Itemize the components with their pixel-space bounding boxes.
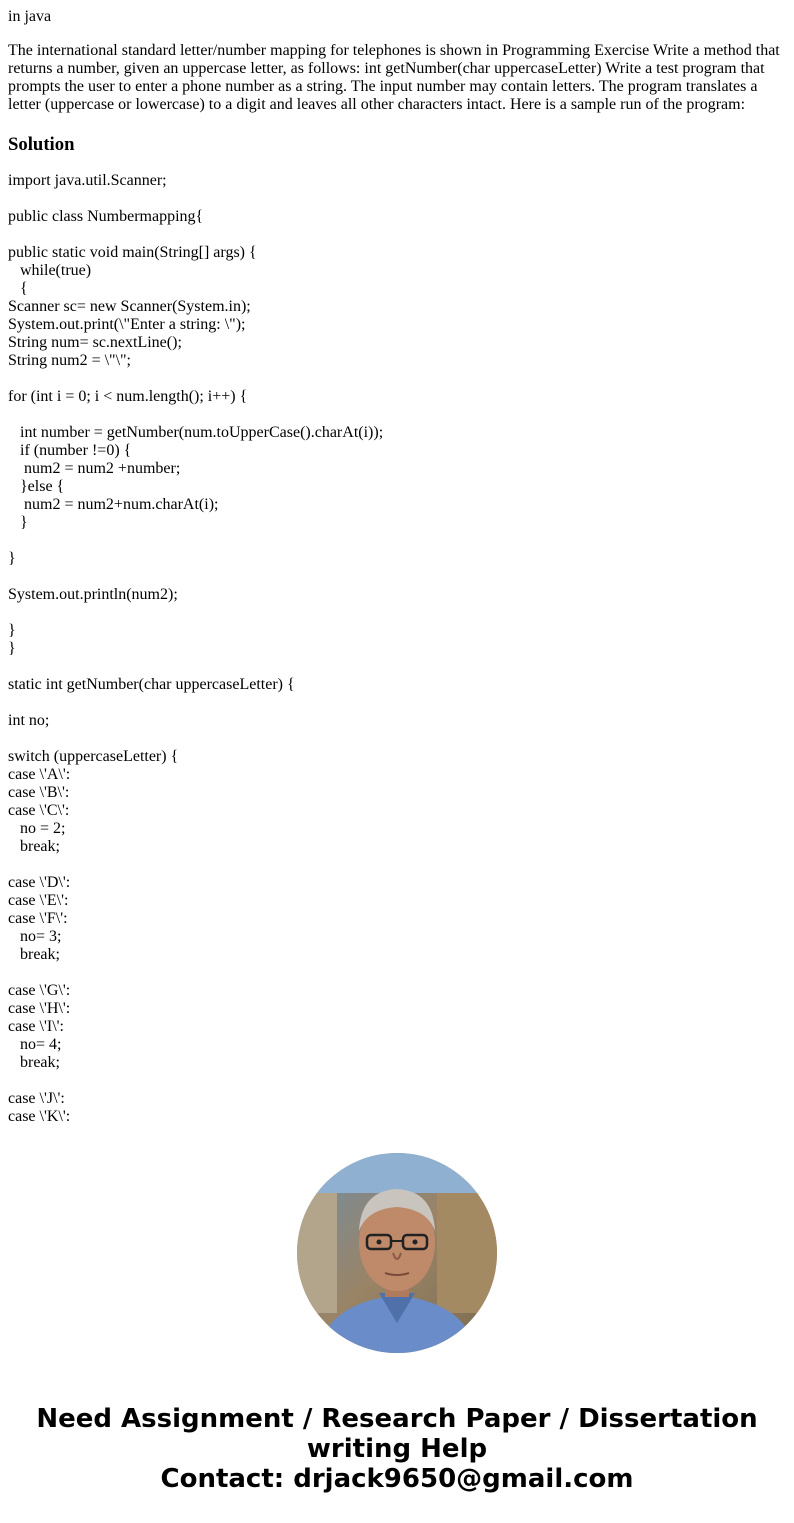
code-line — [8, 568, 786, 586]
code-line: { — [8, 280, 28, 297]
code-line: num2 = num2+num.charAt(i); — [8, 496, 219, 513]
cta-contact-email: Contact: drjack9650@gmail.com — [160, 1464, 634, 1494]
code-line: no = 2; — [8, 820, 66, 837]
code-line — [8, 370, 786, 388]
code-line — [8, 856, 786, 874]
code-line: } — [8, 640, 16, 657]
code-line: break; — [8, 1054, 60, 1071]
code-line: no= 4; — [8, 1036, 62, 1053]
code-line: case \'K\': — [8, 1108, 71, 1125]
code-line — [8, 406, 786, 424]
code-line: System.out.print(\"Enter a string: \"); — [8, 316, 246, 333]
code-line: switch (uppercaseLetter) { — [8, 748, 179, 765]
code-line — [8, 532, 786, 550]
code-line: case \'C\': — [8, 802, 70, 819]
code-line: import java.util.Scanner; — [8, 172, 167, 189]
code-line: String num2 = \"\"; — [8, 352, 131, 369]
code-line: case \'D\': — [8, 874, 71, 891]
code-line — [8, 694, 786, 712]
code-line — [8, 604, 786, 622]
code-line — [8, 1072, 786, 1090]
code-line: case \'G\': — [8, 982, 71, 999]
code-line: break; — [8, 946, 60, 963]
code-line: num2 = num2 +number; — [8, 460, 181, 477]
code-line: int no; — [8, 712, 50, 729]
code-line: } — [8, 514, 28, 531]
code-line — [8, 190, 786, 208]
title-line: in java — [8, 8, 52, 25]
question-text: The international standard letter/number mapping for telephones is shown in Programming Exercise Write a method that returns a number, given an uppercase letter, as follows: int getNumber(char uppercaseLetter) Write a test program that prompts the user to enter a phone number as a string. The input number may contain letters. The program translates a letter (uppercase or lowercase) to a digit and leaves all other characters intact. Here is a sample run of the program: — [8, 42, 780, 113]
code-line — [8, 226, 786, 244]
document — [8, 8, 786, 1126]
code-line: for (int i = 0; i < num.length(); i++) { — [8, 388, 248, 405]
code-line: case \'A\': — [8, 766, 71, 783]
code-line: no= 3; — [8, 928, 62, 945]
code-line: static int getNumber(char uppercaseLetter) { — [8, 676, 295, 693]
code-line: String num= sc.nextLine(); — [8, 334, 182, 351]
cta-line-1: Need Assignment / Research Paper / Dissertation — [36, 1404, 758, 1434]
code-line — [8, 730, 786, 748]
code-line: while(true) — [8, 262, 92, 279]
code-line: case \'F\': — [8, 910, 68, 927]
solution-code — [8, 172, 786, 1126]
code-line: break; — [8, 838, 60, 855]
author-photo — [297, 1153, 497, 1353]
code-line: } — [8, 550, 16, 567]
code-line: case \'J\': — [8, 1090, 65, 1107]
solution-heading: Solution — [8, 134, 75, 155]
code-line: Scanner sc= new Scanner(System.in); — [8, 298, 251, 315]
code-line: case \'H\': — [8, 1000, 71, 1017]
code-line: int number = getNumber(num.toUpperCase().charAt(i)); — [8, 424, 384, 441]
code-line: System.out.println(num2); — [8, 586, 178, 603]
code-line: case \'B\': — [8, 784, 70, 801]
code-line: }else { — [8, 478, 65, 495]
cta-line-2: writing Help — [306, 1434, 488, 1464]
code-line: case \'E\': — [8, 892, 69, 909]
code-line: public static void main(String[] args) { — [8, 244, 257, 261]
code-line — [8, 658, 786, 676]
code-line: } — [8, 622, 16, 639]
contact-banner — [0, 1404, 794, 1494]
code-line: if (number !=0) { — [8, 442, 132, 459]
code-line: public class Numbermapping{ — [8, 208, 204, 225]
code-line: case \'I\': — [8, 1018, 64, 1035]
code-line — [8, 964, 786, 982]
